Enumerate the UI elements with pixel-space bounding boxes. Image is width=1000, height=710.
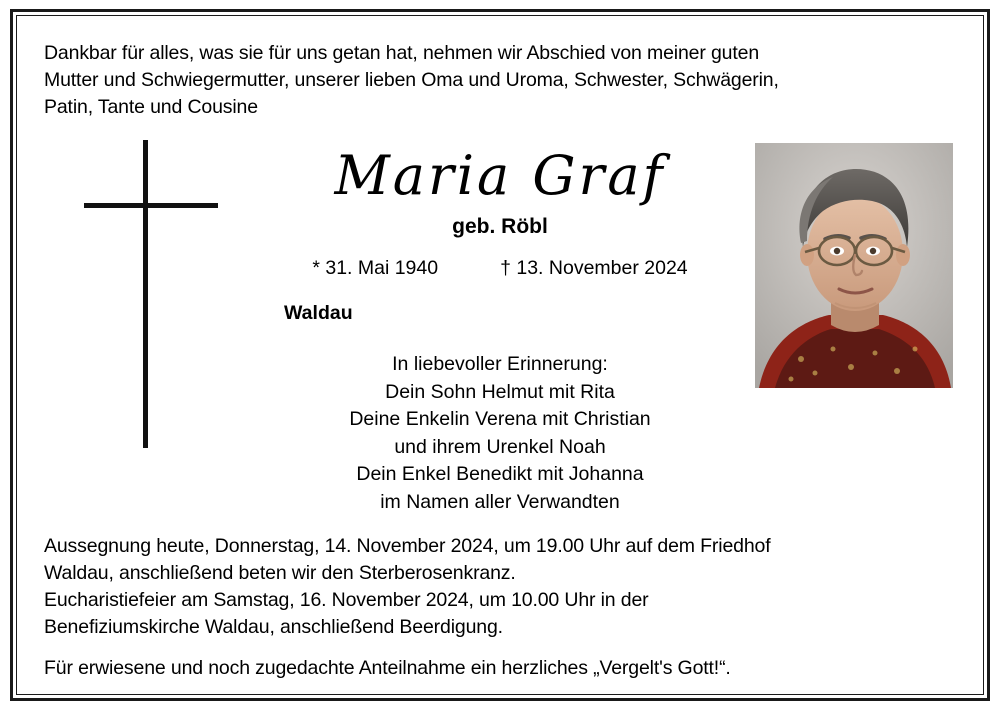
- service-info: [44, 533, 959, 682]
- name-block: [250, 145, 750, 516]
- memory-line-1: In liebevoller Erinnerung:: [392, 353, 608, 375]
- place-name: Waldau: [284, 302, 353, 324]
- closing-paragraph: [44, 655, 959, 682]
- death-date: † 13. November 2024: [500, 257, 688, 279]
- service-line-2: Waldau, anschließend beten wir den Sterberosenkranz.: [44, 562, 516, 584]
- intro-line-1: Dankbar für alles, was sie für uns getan hat, nehmen wir Abschied von meiner guten: [44, 42, 760, 64]
- memory-line-6: im Namen aller Verwandten: [380, 490, 620, 513]
- intro-line-3: Patin, Tante und Cousine: [44, 96, 258, 118]
- life-dates: [250, 257, 750, 280]
- cross-vertical-bar: [143, 140, 148, 448]
- cross-icon: [84, 140, 219, 450]
- cross-horizontal-bar: [84, 203, 218, 208]
- intro-line-2: Mutter und Schwiegermutter, unserer lieben Oma und Uroma, Schwester, Schwägerin,: [44, 69, 779, 91]
- service-line-1: Aussegnung heute, Donnerstag, 14. November 2024, um 19.00 Uhr auf dem Friedhof: [44, 535, 771, 557]
- birth-date: * 31. Mai 1940: [312, 257, 439, 279]
- memory-text: [250, 351, 750, 516]
- memory-line-3: Deine Enkelin Verena mit Christian: [349, 408, 651, 430]
- portrait-photo-image: [755, 143, 953, 388]
- service-paragraph: [44, 533, 959, 641]
- memory-line-2: Dein Sohn Helmut mit Rita: [385, 380, 615, 403]
- closing-line: Für erwiesene und noch zugedachte Anteilnahme ein herzliches „Vergelt's Gott!“.: [44, 657, 731, 679]
- intro-text: [44, 40, 954, 121]
- portrait-photo: [755, 143, 953, 388]
- deceased-name: Maria Graf: [334, 144, 666, 207]
- service-line-3: Eucharistiefeier am Samstag, 16. November 2024, um 10.00 Uhr in der: [44, 589, 649, 611]
- memory-line-4: und ihrem Urenkel Noah: [394, 435, 606, 458]
- maiden-name: geb. Röbl: [452, 215, 548, 238]
- memory-line-5: Dein Enkel Benedikt mit Johanna: [356, 463, 644, 485]
- service-line-4: Benefiziumskirche Waldau, anschließend Beerdigung.: [44, 616, 503, 638]
